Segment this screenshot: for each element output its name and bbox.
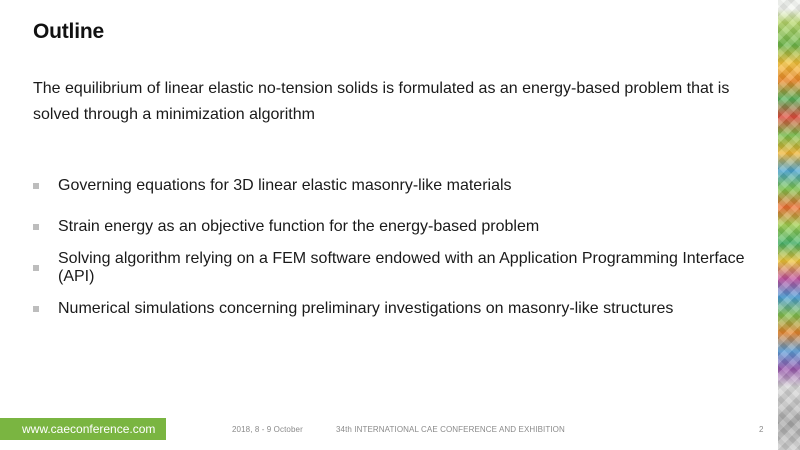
square-bullet-icon [33, 224, 39, 230]
outline-bullet-item [33, 250, 773, 285]
outline-bullet-text: Numerical simulations concerning preliminary investigations on masonry-like structures [58, 300, 674, 317]
outline-bullet-text: Strain energy as an objective function for the energy-based problem [58, 218, 540, 235]
page-number: 2 [759, 425, 764, 434]
intro-paragraph: The equilibrium of linear elastic no-tension solids is formulated as an energy-based problem that is solved through a minimization algorithm [33, 80, 730, 123]
outline-bullet-text: Governing equations for 3D linear elastic masonry-like materials [58, 177, 512, 194]
outline-bullet-text: Solving algorithm relying on a FEM software endowed with an Application Programming Interface (API) [58, 250, 745, 285]
outline-bullet-item [33, 297, 773, 321]
outline-bullet-item [33, 215, 773, 239]
footer-date: 2018, 8 - 9 October [232, 425, 303, 434]
website-link[interactable]: www.caeconference.com [0, 418, 166, 440]
square-bullet-icon [33, 183, 39, 189]
mosaic-tiles [778, 0, 800, 450]
decorative-mosaic-strip [778, 0, 800, 450]
outline-bullet-item [33, 174, 773, 198]
square-bullet-icon [33, 265, 39, 271]
footer-conference-name: 34th INTERNATIONAL CAE CONFERENCE AND EXHIBITION [336, 425, 565, 434]
outline-bullet-list [33, 174, 773, 338]
square-bullet-icon [33, 306, 39, 312]
slide-title: Outline [33, 20, 104, 43]
